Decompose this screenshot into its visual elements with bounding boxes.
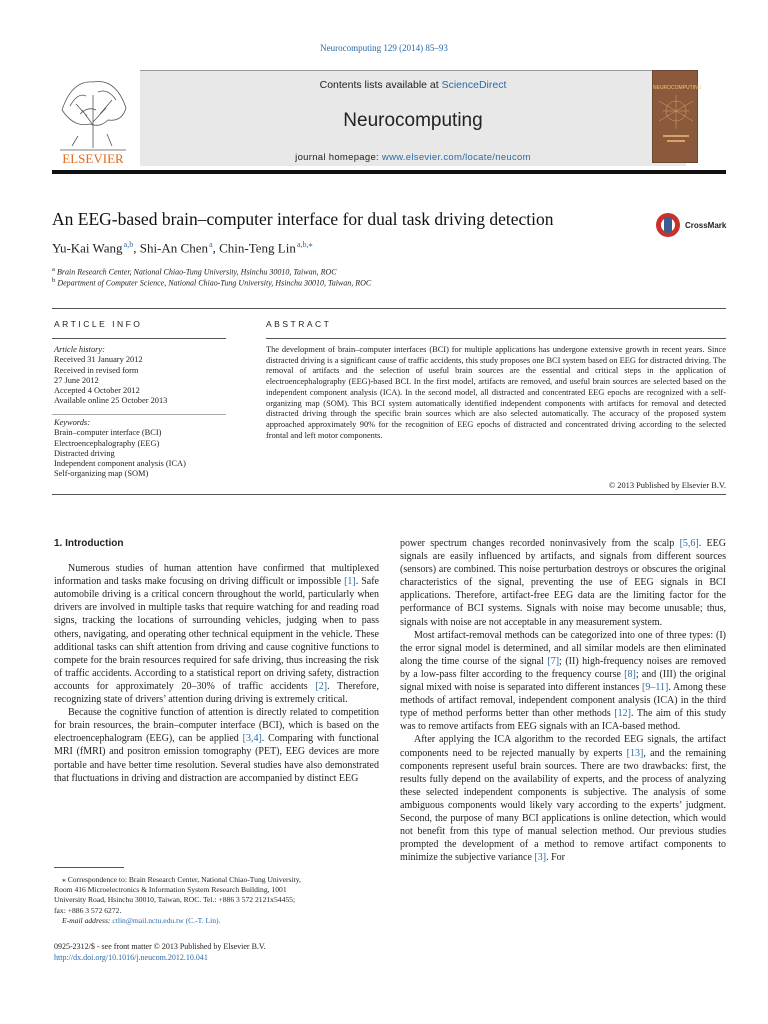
footnote-line: University Road, Hsinchu 30010, Taiwan, ROC. Tel.: +886 3 572 2121x54455; (54, 895, 296, 905)
journal-header (52, 70, 726, 170)
text-run: . For (546, 852, 565, 864)
cover-pattern-icon (653, 91, 699, 151)
contents-line (140, 79, 686, 91)
info-rule (52, 338, 226, 339)
abstract-text: The development of brain–computer interfaces (BCI) for multiple applications has undergone extensive growth in recent years. Since distracted driving is a significant cause of traffic accidents, this study proposes one BCI system based on EEG for distracted driving. The removal of artifacts and the selection of useful brain sources are the essential and critical steps in the application of electroencephalography (EEG)-based BCI. In the first model, artifacts are removed, and useful brain sources are selected based on the independent component analysis (ICA). In the second model, all distracted and concentrated EEG epochs are recognized with a self-organizing map (SOM). This BCI system automatically identified independent components with artifacts for removal and detected distracted driving through the specific brain sources which are also selected automatically. The accuracy of the proposed system approached approximately 90% for the recognition of EEG epochs of distracted and concentrated driving according to the selected frontal and left motor components. (266, 345, 726, 440)
text-run: , and the remaining components represent useful brain sources. There are two drawbacks: first, the results fully depend on the availability of experts, and the process of analyzing these selected independent components is subjective. The analysis of some ambiguous components would likely vary according to the experts’ judgment. Second, the purpose of many BCI applications is online detection, which would not benefit from this type of manual selection method. Our previous studies prompted the development of a method to remove artifact components to minimize the subjective variance (400, 747, 726, 864)
affiliation (52, 277, 371, 288)
email-line (54, 916, 379, 926)
article-title: An EEG-based brain–computer interface for dual task driving detection (52, 209, 554, 229)
correspondence-footnote (54, 875, 379, 926)
history-label: Article history: (54, 345, 105, 354)
journal-name: Neurocomputing (343, 110, 483, 131)
citation-link[interactable]: [12] (614, 708, 632, 720)
footnote-line: ⁎ Correspondence to: Brain Research Center, National Chiao-Tung University, (62, 875, 301, 884)
affiliation-text: Department of Computer Science, National Chiao-Tung University, Hsinchu 30010, Taiwan, ROC (57, 278, 372, 288)
citation-link[interactable]: [8] (624, 668, 636, 680)
section-rule (52, 308, 726, 309)
text-run: . Comparing with functional MRI (fMRI) and positron emission tomography (PET), EEG devices are more portable and have better time resolution. Several studies have also demonstrated that fluctuations in driving and distraction are accompanied by distinct EEG (54, 733, 379, 784)
keyword: Self-organizing map (SOM) (54, 469, 149, 479)
text-run: power spectrum changes recorded noninvasively from the scalp (400, 538, 680, 549)
citation-link[interactable]: [3,4] (242, 733, 262, 745)
footnote-line: fax: +886 3 572 6272. (54, 905, 122, 915)
paragraph (54, 562, 379, 706)
body-column-right (400, 537, 726, 864)
keyword: Distracted driving (54, 448, 115, 458)
info-divider (52, 414, 226, 415)
citation-link[interactable]: [5,6] (679, 538, 699, 549)
crossmark-label: CrossMark (685, 220, 727, 230)
affiliation-mark: b (52, 277, 56, 284)
homepage-link[interactable]: www.elsevier.com/locate/neucom (381, 152, 531, 163)
citation-link[interactable]: [1] (344, 576, 356, 588)
contents-prefix: Contents lists available at (319, 79, 442, 91)
body-column-left (54, 537, 379, 785)
author-name[interactable]: Yu-Kai Wang (52, 240, 123, 256)
author-affil-mark[interactable]: a,b,⁎ (296, 240, 313, 249)
text-run: After applying the ICA algorithm to the recorded EEG signals, the artifact components need to be rejected manually by experts (400, 734, 726, 759)
text-run: . EEG signals are easily influenced by artifacts, and signals from different sources (sensors) are combined. This noise perturbation destroys or obscures the original characteristics of the signal, preventing the use of EEG signals in BCI applications. Therefore, artifact-free EEG data are the limiting factor for the performance of BCI systems. Signals with noise may become unusable; thus, signals with noise are not acceptable in any measurement system. (400, 538, 726, 628)
history-entry: Received 31 January 2012 (54, 355, 143, 365)
text-run: . The aim of this study was to remove artifacts from EEG signals with an ICA-based method. (400, 708, 726, 733)
affiliation (52, 266, 337, 277)
article-info-label: ARTICLE INFO (54, 319, 143, 329)
affiliation-text: Brain Research Center, National Chiao-Tung University, Hsinchu 30010, Taiwan, ROC (56, 267, 337, 277)
text-run: Numerous studies of human attention have confirmed that multiplexed information and tasks make focusing on driving difficult or impossible (54, 563, 379, 588)
elsevier-tree-logo (52, 70, 134, 166)
journal-citation-link[interactable]: Neurocomputing 129 (2014) 85–93 (320, 43, 448, 53)
footnote-rule (54, 867, 124, 868)
text-run: Most artifact-removal methods can be categorized into one of three types: (I) the error signal model is determined, and all similar models are then eliminated along the time course of the signal (400, 629, 726, 667)
keyword: Independent component analysis (ICA) (54, 459, 186, 469)
history-entry: Accepted 4 October 2012 (54, 386, 140, 396)
crossmark-badge[interactable] (655, 211, 726, 239)
author-separator: , (212, 240, 220, 256)
article-history (54, 345, 226, 407)
tree-icon (52, 70, 134, 166)
keyword: Electroencephalography (EEG) (54, 438, 160, 448)
header-rule (52, 170, 726, 174)
citation-link[interactable]: [3] (534, 852, 547, 864)
keyword: Brain–computer interface (BCI) (54, 428, 162, 438)
email-label: E-mail address: (62, 915, 111, 925)
homepage-prefix: journal homepage: (295, 152, 382, 163)
sciencedirect-link[interactable]: ScienceDirect (441, 79, 507, 91)
publisher-name: ELSEVIER (62, 151, 124, 166)
citation-link[interactable]: [9–11] (642, 682, 669, 694)
issn-line: 0925-2312/$ - see front matter © 2013 Published by Elsevier B.V. (54, 942, 266, 951)
text-run: ; and (III) the original signal mixed with noise is separated into different instances (400, 668, 727, 694)
abstract-label: ABSTRACT (266, 319, 332, 329)
copyright-notice: © 2013 Published by Elsevier B.V. (608, 481, 726, 490)
text-run: Because the cognitive function of attention is directly related to competition for brain resources, the brain–computer interface (BCI), which is based on the electroencephalogram (EEG), can be applied (54, 707, 379, 745)
crossmark-icon (655, 211, 681, 239)
affiliation-mark: a (52, 266, 55, 273)
paragraph (54, 706, 379, 785)
paragraph (400, 733, 726, 864)
text-run: ; (II) high-frequency noises are removed by a low-pass filter according to the frequency course (400, 655, 726, 680)
paragraph (400, 537, 726, 629)
author-name[interactable]: Shi-An Chen (139, 240, 208, 256)
journal-cover-image (652, 70, 702, 163)
homepage-line (140, 152, 686, 163)
citation-link[interactable]: [7] (547, 655, 560, 667)
keywords-label: Keywords: (54, 418, 90, 427)
history-entry: Available online 25 October 2013 (54, 396, 168, 406)
author-affil-mark[interactable]: a,b (123, 240, 134, 249)
history-entry: 27 June 2012 (54, 375, 99, 385)
doi-link[interactable]: http://dx.doi.org/10.1016/j.neucom.2012.10.041 (54, 953, 208, 962)
footnote-line: Room 416 Microelectronics & Information System Research Building, 1001 (54, 885, 287, 895)
author-name[interactable]: Chin-Teng Lin (219, 240, 296, 256)
section-rule (52, 494, 726, 495)
author-affil-mark[interactable]: a (209, 240, 213, 249)
cover-title: NEUROCOMPUTING (653, 85, 702, 91)
front-matter-meta (54, 941, 266, 963)
paragraph (400, 629, 726, 734)
history-entry: Received in revised form (54, 365, 139, 375)
header-band (140, 70, 686, 166)
email-link[interactable]: ctlin@mail.nctu.edu.tw (C.-T. Lin). (112, 915, 221, 925)
keywords (54, 418, 226, 480)
author-list (52, 240, 313, 256)
text-run: . Safe automobile driving is a critical concern throughout the world, particularly when drivers are involved in multiple tasks that require watching for and reading road signs, tracking the locations of surrounding vehicles, judging when to pass others, navigating, and operating other technical equipment in the vehicle. These additional tasks can shift attention from driving and cause cognitive functions to compete for the brain resources required for safe driving, thus increasing the risk of traffic accidents. According to a statistical report on driving safety, distraction accounts for approximately 20–30% of traffic accidents (54, 576, 379, 692)
author-separator: , (133, 240, 140, 256)
text-run: . Among these methods of artifact removal, independent component analysis (ICA) in the third type of method performs better than other methods (400, 682, 726, 720)
section-heading: 1. Introduction (54, 538, 124, 549)
abstract-rule (266, 338, 726, 339)
text-run: . Therefore, recognizing state of drivers’ attention during driving is extremely critical. (54, 680, 379, 706)
citation-link[interactable]: [2] (315, 680, 328, 692)
citation-link[interactable]: [13] (626, 747, 644, 759)
